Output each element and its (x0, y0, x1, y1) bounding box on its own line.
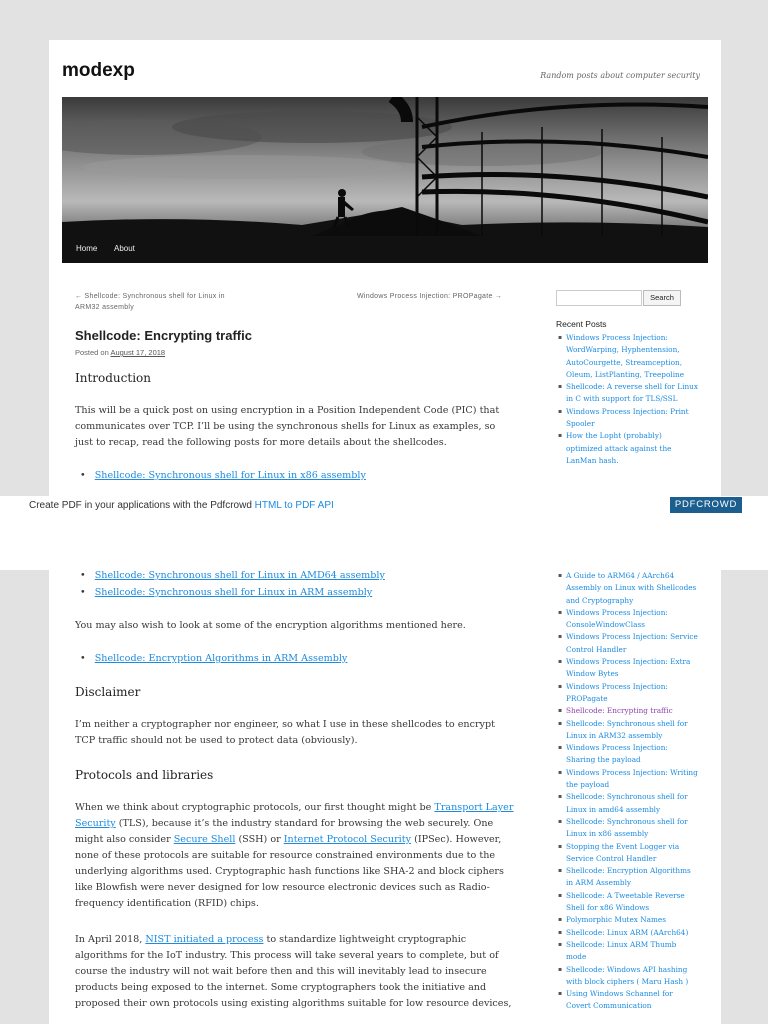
recent-post-link[interactable]: ▪ Shellcode: Linux ARM (AArch64) (558, 927, 698, 939)
recent-post-link[interactable]: ▪ Shellcode: Encryption Algorithms in ARM Assembly (558, 865, 698, 890)
next-post-link[interactable]: Windows Process Injection: PROPagate → (357, 293, 503, 300)
link-shell-amd64[interactable]: Shellcode: Synchronous shell for Linux in AMD64 assembly (94, 570, 385, 581)
recent-post-link[interactable]: ▪ Shellcode: Linux ARM Thumb mode (558, 939, 698, 964)
recent-post-link[interactable]: ▪ Stopping the Event Logger via Service Control Handler (558, 841, 698, 866)
nav-item-about[interactable]: About (114, 244, 135, 253)
recent-post-link[interactable]: ▪ How the Lopht (probably) optimized attack against the LanMan hash. (558, 430, 698, 467)
recent-post-link[interactable]: ▪ Shellcode: A Tweetable Reverse Shell for x86 Windows (558, 890, 698, 915)
prev-post-link[interactable]: ← Shellcode: Synchronous shell for Linux in ARM32 assembly (75, 293, 225, 311)
header-image (62, 97, 708, 236)
list-item (80, 651, 347, 667)
recent-post-link[interactable]: ▪ Windows Process Injection: WordWarping, Hyphentension, AutoCourgette, Streamception, Oleum, ListPlanting, Treepoline (558, 332, 698, 381)
link-nist[interactable]: NIST initiated a process (145, 934, 264, 945)
list-item (80, 468, 366, 484)
pdfcrowd-banner (0, 496, 768, 516)
disclaimer-paragraph: I’m neither a cryptographer nor engineer, so what I use in these shellcodes to encrypt TCP traffic should not be used to protect data (obviously). (75, 719, 495, 746)
recent-post-link[interactable]: ▪ Windows Process Injection: Sharing the payload (558, 742, 698, 767)
post-meta: Posted on August 17, 2018 (75, 348, 166, 357)
recent-post-link[interactable]: ▪ A Guide to ARM64 / AArch64 Assembly on Linux with Shellcodes and Cryptography (558, 570, 698, 607)
site-tagline: Random posts about computer security (540, 71, 700, 80)
recent-post-link[interactable]: ▪ Polymorphic Mutex Names (558, 914, 698, 926)
pdfcrowd-api-link[interactable]: HTML to PDF API (254, 500, 334, 511)
recent-posts-list (558, 332, 698, 467)
recent-post-link[interactable]: ▪ Windows Process Injection: ConsoleWindowClass (558, 607, 698, 632)
link-shell-arm[interactable]: Shellcode: Synchronous shell for Linux in ARM assembly (94, 587, 373, 598)
protocols-paragraph: When we think about cryptographic protocols, our first thought might be Transport Layer Security (TLS), because it’s the industry standard for browsing the web securely. One might also consider Secure Shell (SSH) or Internet Protocol Security (IPSec). However, none of these protocols are suitable for resource constrained environments due to the underlying algorithms used. Cryptographic hash functions like SHA-2 and block ciphers like Blowfish were never designed for low resource electronic devices such as Radio-frequency identification (RFID) chips. (75, 802, 514, 909)
search-button[interactable]: Search (643, 290, 681, 306)
pdfcrowd-button[interactable]: PDFCROWD (670, 497, 742, 513)
recent-post-link-current[interactable]: ▪ Shellcode: Encrypting traffic (558, 705, 698, 717)
heading-introduction: Introduction (75, 371, 151, 385)
list-item (80, 585, 372, 601)
link-ipsec[interactable]: Internet Protocol Security (283, 834, 412, 845)
recent-post-link[interactable]: ▪ Shellcode: A reverse shell for Linux in C with support for TLS/SSL (558, 381, 698, 406)
site-title[interactable]: modexp (62, 60, 135, 81)
recent-post-link[interactable]: ▪ Using Windows Schannel for Covert Communication (558, 988, 698, 1013)
main-nav (62, 236, 708, 263)
recent-post-link[interactable]: ▪ Shellcode: Windows API hashing with block ciphers ( Maru Hash ) (558, 964, 698, 989)
recent-post-link[interactable]: ▪ Windows Process Injection: PROPagate (558, 681, 698, 706)
heading-protocols: Protocols and libraries (75, 768, 214, 782)
list-item (80, 568, 385, 584)
recent-post-link[interactable]: ▪ Shellcode: Synchronous shell for Linux in x86 assembly (558, 816, 698, 841)
recent-posts-list-continued (558, 570, 698, 1013)
heading-disclaimer: Disclaimer (75, 685, 141, 699)
intro-paragraph: This will be a quick post on using encryption in a Position Independent Code (PIC) that communicates over TCP. I’ll be using the synchronous shells for Linux as examples, so just to recap, read the following posts for more details about the shellcodes. (75, 405, 500, 448)
post-date-link[interactable]: August 17, 2018 (110, 348, 166, 357)
recent-posts-heading: Recent Posts (556, 319, 607, 329)
recent-post-link[interactable]: ▪ Windows Process Injection: Writing the payload (558, 767, 698, 792)
link-shell-x86[interactable]: Shellcode: Synchronous shell for Linux in x86 assembly (94, 470, 366, 481)
also-paragraph: You may also wish to look at some of the encryption algorithms mentioned here. (75, 620, 466, 631)
recent-post-link[interactable]: ▪ Shellcode: Synchronous shell for Linux in amd64 assembly (558, 791, 698, 816)
recent-post-link[interactable]: ▪ Windows Process Injection: Print Spooler (558, 406, 698, 431)
recent-post-link[interactable]: ▪ Windows Process Injection: Service Control Handler (558, 631, 698, 656)
recent-post-link[interactable]: ▪ Shellcode: Synchronous shell for Linux in ARM32 assembly (558, 718, 698, 743)
post-title: Shellcode: Encrypting traffic (75, 328, 252, 343)
link-encryption-algorithms[interactable]: Shellcode: Encryption Algorithms in ARM Assembly (94, 653, 348, 664)
link-ssh[interactable]: Secure Shell (173, 834, 236, 845)
nist-paragraph: In April 2018, NIST initiated a process to standardize lightweight cryptographic algorithms for the IoT industry. This process will take several years to complete, but of course the industry will not wait before then and this will inevitably lead to insecure products being exposed to the internet. Some cryptographers took the initiative and proposed their own protocols using existing algorithms suitable for low resource devices, (75, 934, 512, 1009)
pdfcrowd-banner-text: Create PDF in your applications with the Pdfcrowd (29, 500, 255, 511)
nav-item-home[interactable]: Home (76, 244, 98, 253)
search-input[interactable] (556, 290, 642, 306)
link-tls[interactable]: Transport Layer Security (75, 802, 514, 829)
recent-post-link[interactable]: ▪ Windows Process Injection: Extra Window Bytes (558, 656, 698, 681)
